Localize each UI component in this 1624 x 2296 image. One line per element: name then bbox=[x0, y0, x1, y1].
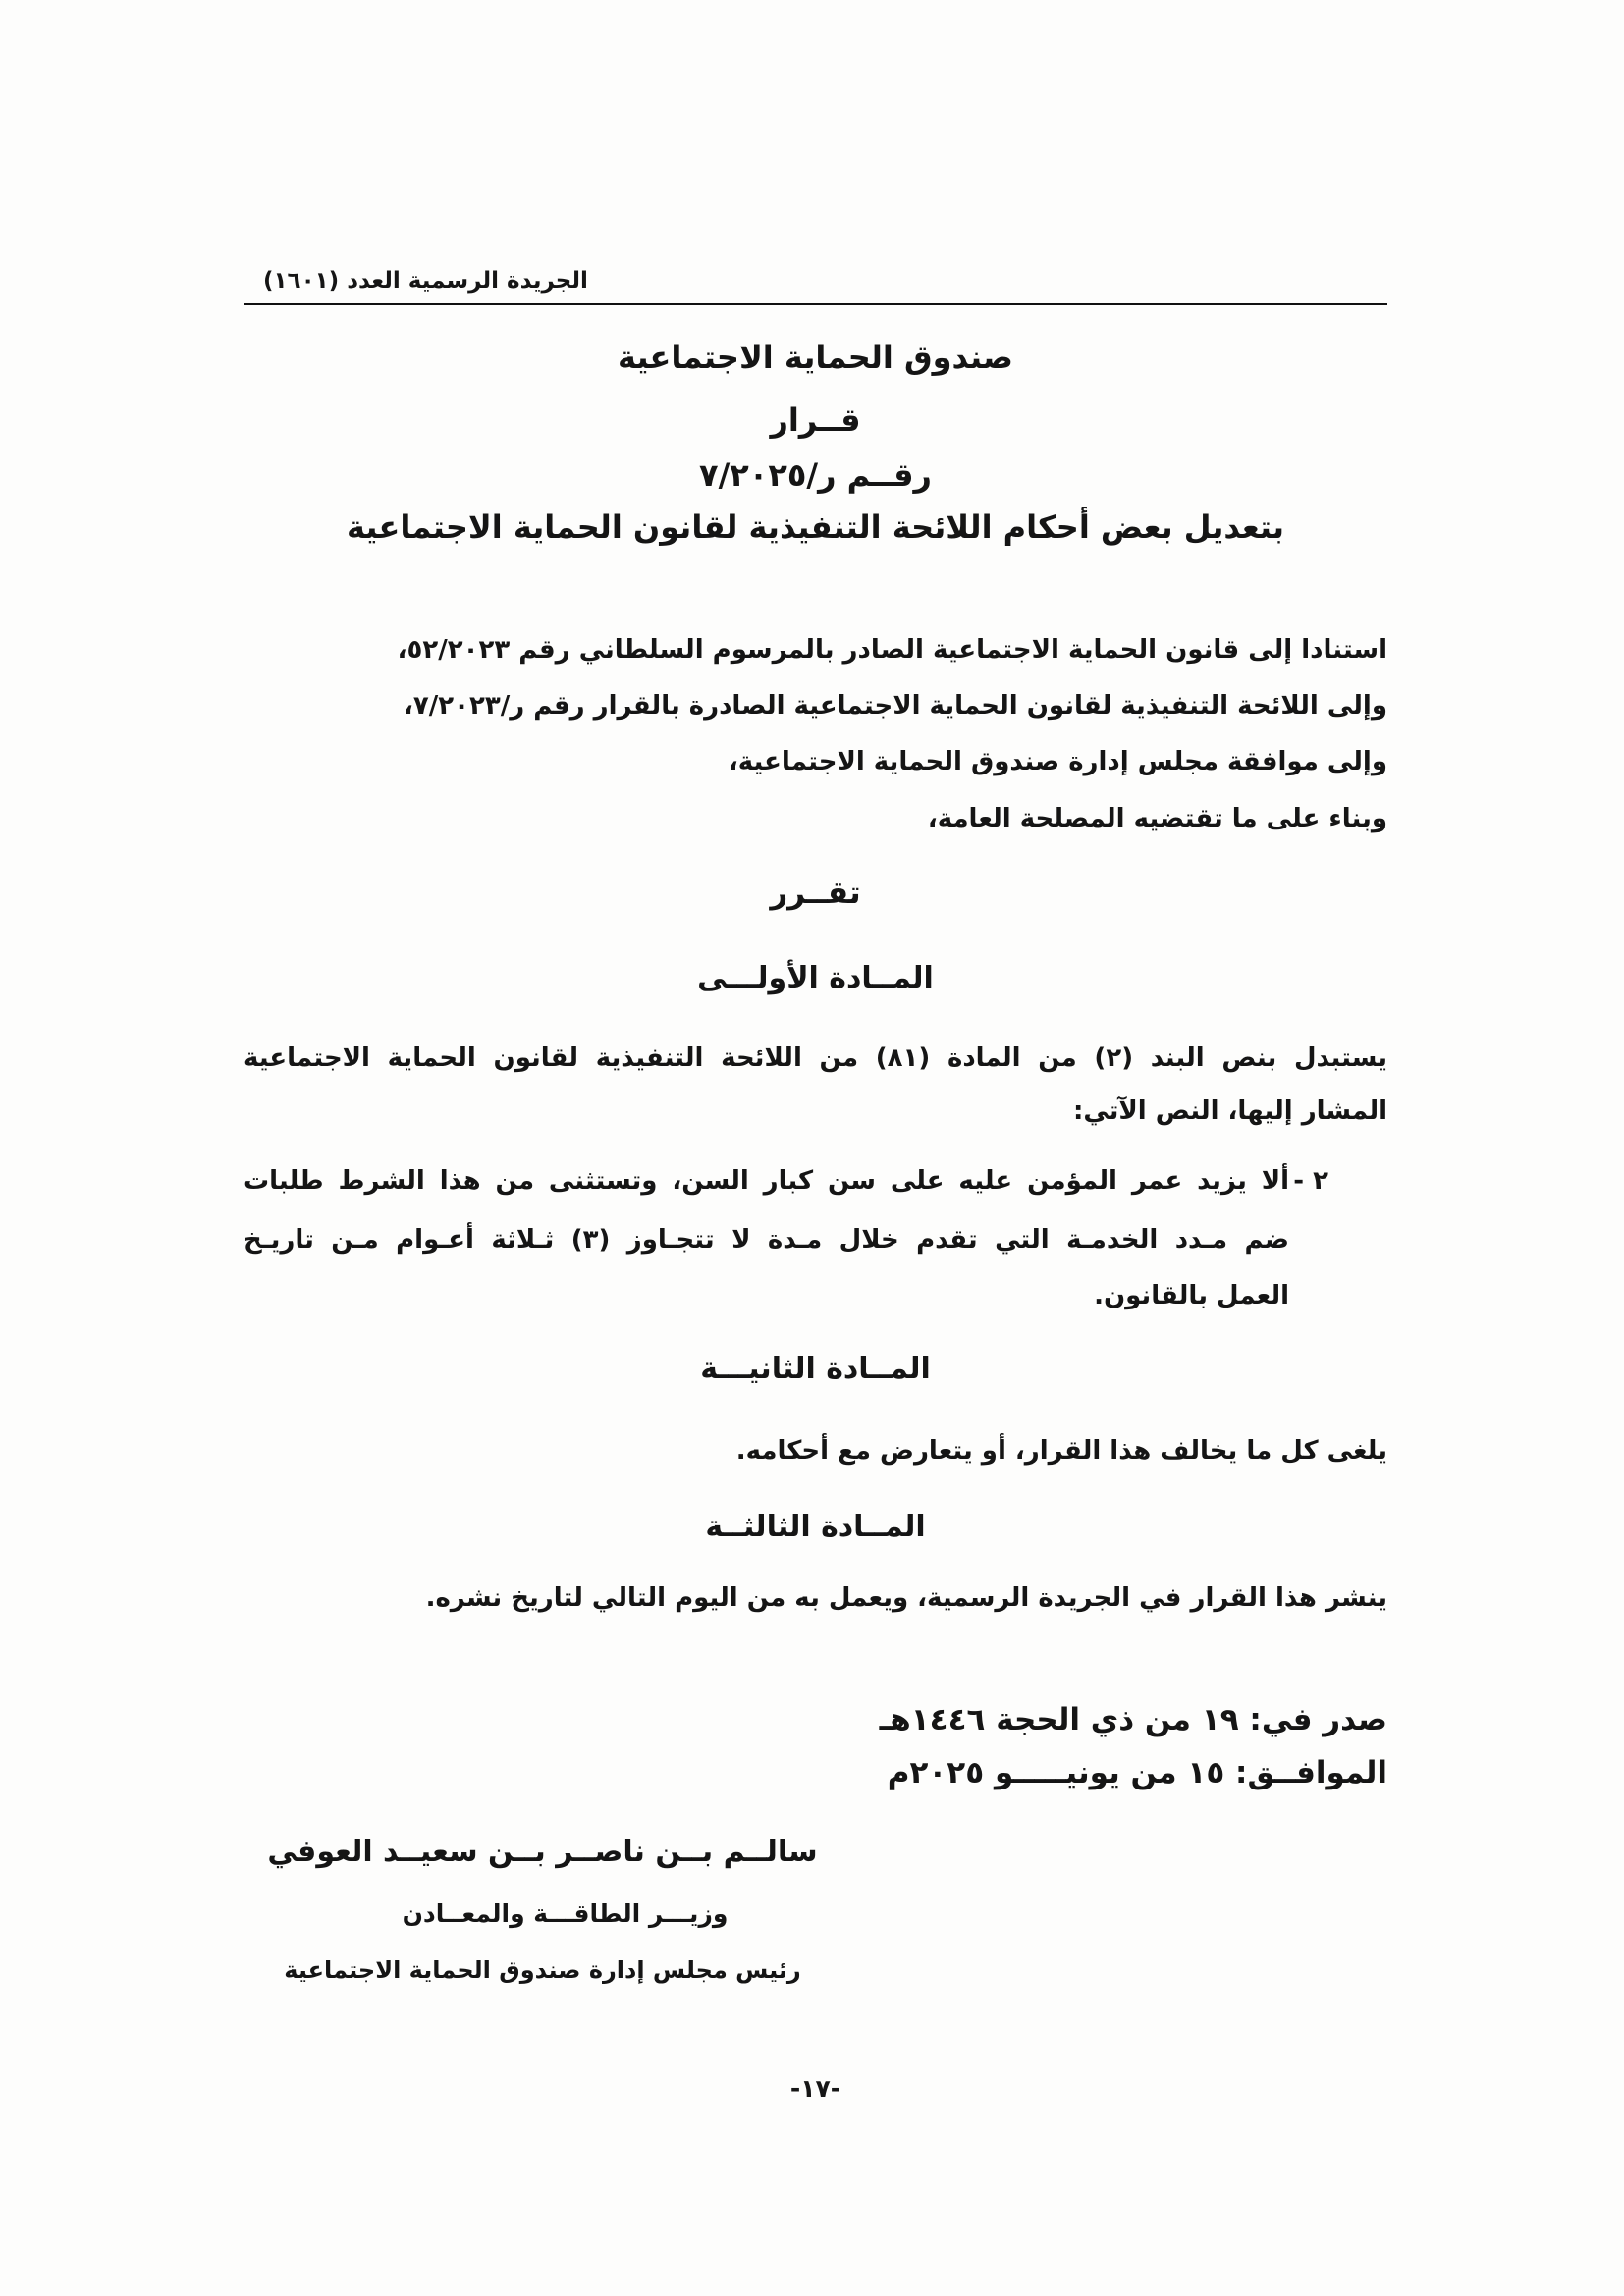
issue-date-hijri: صدر في: ١٩ من ذي الحجة ١٤٤٦هـ bbox=[879, 1702, 1387, 1737]
article-1-text: يستبدل بنص البند (٢) من المادة (٨١) من اللائحة التنفيذية لقانون الحماية الاجتماعية bbox=[244, 1043, 1387, 1073]
article-1-heading: المــادة الأولـــى bbox=[697, 961, 934, 995]
article-2-text: يلغى كل ما يخالف هذا القرار، أو يتعارض مع أحكامه. bbox=[735, 1436, 1387, 1466]
decision-number: رقــم ر/٧/٢٠٢٥ bbox=[699, 456, 932, 494]
article-3-heading: المــادة الثالثــة bbox=[705, 1510, 926, 1544]
decision-subject: بتعديل بعض أحكام اللائحة التنفيذية لقانون الحماية الاجتماعية bbox=[346, 508, 1284, 546]
signatory-name: سالــم بــن ناصــر بــن سعيــد العوفي bbox=[267, 1835, 818, 1869]
article-1-text: المشار إليها، النص الآتي: bbox=[1072, 1096, 1387, 1126]
preamble-line: وإلى موافقة مجلس إدارة صندوق الحماية الاجتماعية، bbox=[728, 747, 1387, 776]
article-1-item-text: العمل بالقانون. bbox=[1094, 1281, 1289, 1310]
article-2-heading: المــادة الثانيـــة bbox=[700, 1352, 931, 1386]
gazette-header: الجريدة الرسمية العدد (١٦٠١) bbox=[263, 268, 588, 294]
article-3-text: ينشر هذا القرار في الجريدة الرسمية، ويعمل به من اليوم التالي لتاريخ نشره. bbox=[425, 1583, 1387, 1613]
issuer-title: صندوق الحماية الاجتماعية bbox=[618, 339, 1013, 376]
article-1-item-number: ٢ - bbox=[1293, 1166, 1328, 1196]
page-number: -١٧- bbox=[789, 2074, 841, 2103]
signatory-role: رئيس مجلس إدارة صندوق الحماية الاجتماعية bbox=[284, 1956, 801, 1984]
article-1-item-text: ضم مـدد الخدمـة التي تقدم خلال مـدة لا تتجـاوز (٣) ثـلاثة أعـوام مـن تاريـخ bbox=[244, 1225, 1289, 1255]
preamble-line: استنادا إلى قانون الحماية الاجتماعية الصادر بالمرسوم السلطاني رقم ٥٢/٢٠٢٣، bbox=[397, 635, 1387, 665]
signatory-position: وزيـــر الطاقـــة والمعــادن bbox=[402, 1899, 729, 1928]
decision-word: تقــرر bbox=[770, 876, 861, 911]
preamble-line: وبناء على ما تقتضيه المصلحة العامة، bbox=[927, 804, 1387, 833]
issue-date-gregorian: الموافــق: ١٥ من يونيـــــو ٢٠٢٥م bbox=[887, 1755, 1387, 1790]
preamble-line: وإلى اللائحة التنفيذية لقانون الحماية الاجتماعية الصادرة بالقرار رقم ر/٧/٢٠٢٣، bbox=[403, 691, 1387, 721]
document-type: قــرار bbox=[770, 401, 861, 439]
header-divider bbox=[244, 303, 1387, 305]
article-1-item-text: ألا يزيد عمر المؤمن عليه على سن كبار السن، وتستثنى من هذا الشرط طلبات bbox=[244, 1166, 1289, 1196]
